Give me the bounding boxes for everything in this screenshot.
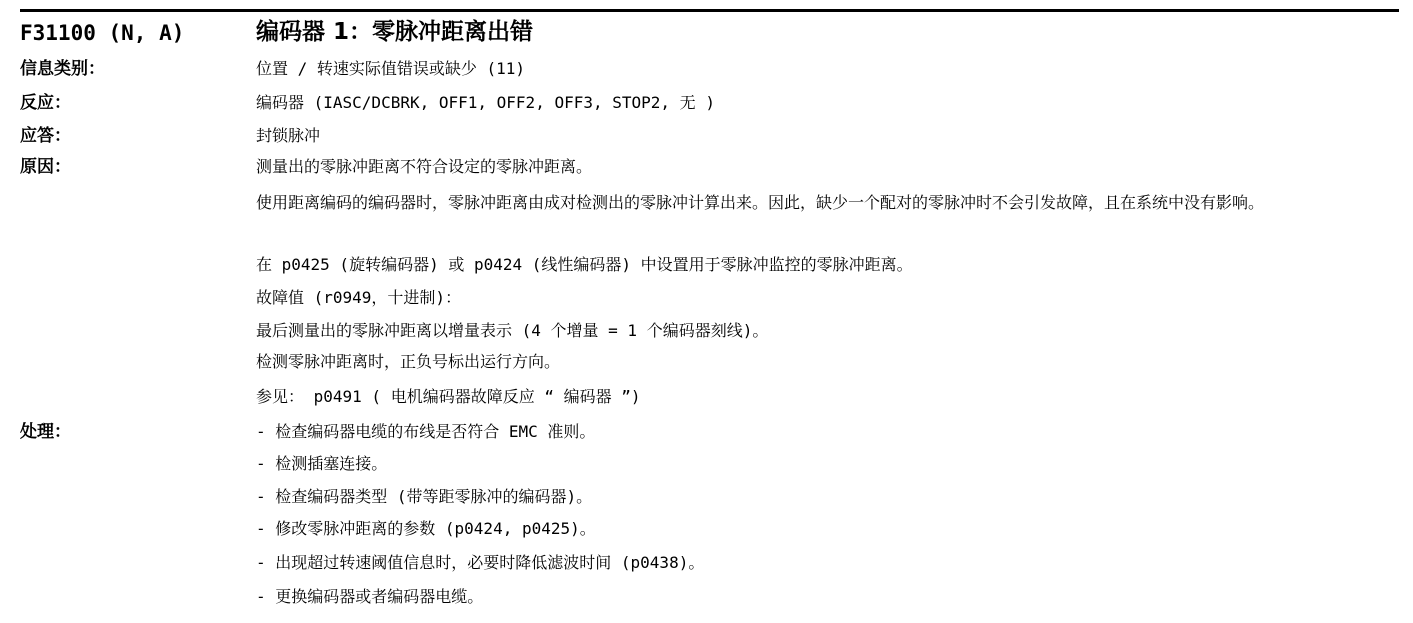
cause-paragraph: 使用距离编码的编码器时，零脉冲距离由成对检测出的零脉冲计算出来。因此，缺少一个配对的零脉冲时不会引发故障，且在系统中没有影响。	[256, 193, 1265, 212]
acknowledge-value: 封锁脉冲	[256, 126, 321, 145]
remedy-item: - 修改零脉冲距离的参数 (p0424, p0425)。	[256, 519, 596, 538]
see-also-reference: 参见： p0491 ( 电机编码器故障反应 “ 编码器 ”)	[256, 387, 641, 406]
cause-paragraph: 最后测量出的零脉冲距离以增量表示 (4 个增量 = 1 个编码器刻线)。	[256, 321, 769, 340]
remedy-label: 处理：	[20, 422, 71, 442]
reaction-label: 反应：	[20, 93, 71, 113]
fault-code: F31100 (N, A)	[20, 21, 185, 45]
reaction-value: 编码器 (IASC/DCBRK, OFF1, OFF2, OFF3, STOP2, 无 )	[256, 93, 715, 112]
fault-title: 编码器 1：零脉冲距离出错	[256, 19, 534, 45]
remedy-item: - 检查编码器类型 (带等距零脉冲的编码器)。	[256, 487, 593, 506]
cause-paragraph: 检测零脉冲距离时，正负号标出运行方向。	[256, 352, 561, 371]
top-rule	[20, 9, 1399, 12]
cause-paragraph: 故障值 (r0949，十进制)：	[256, 288, 462, 307]
acknowledge-label: 应答：	[20, 126, 71, 146]
remedy-item: - 检测插塞连接。	[256, 454, 388, 473]
cause-label: 原因：	[20, 157, 71, 177]
remedy-item: - 更换编码器或者编码器电缆。	[256, 587, 484, 606]
remedy-item: - 出现超过转速阈值信息时，必要时降低滤波时间 (p0438)。	[256, 553, 705, 572]
cause-paragraph: 在 p0425 (旋转编码器) 或 p0424 (线性编码器) 中设置用于零脉冲监控的零脉冲距离。	[256, 255, 913, 274]
category-label: 信息类别：	[20, 59, 105, 79]
category-value: 位置 / 转速实际值错误或缺少 (11)	[256, 59, 526, 78]
remedy-item: - 检查编码器电缆的布线是否符合 EMC 准则。	[256, 422, 596, 441]
fault-header	[20, 16, 1399, 52]
cause-paragraph: 测量出的零脉冲距离不符合设定的零脉冲距离。	[256, 157, 593, 176]
